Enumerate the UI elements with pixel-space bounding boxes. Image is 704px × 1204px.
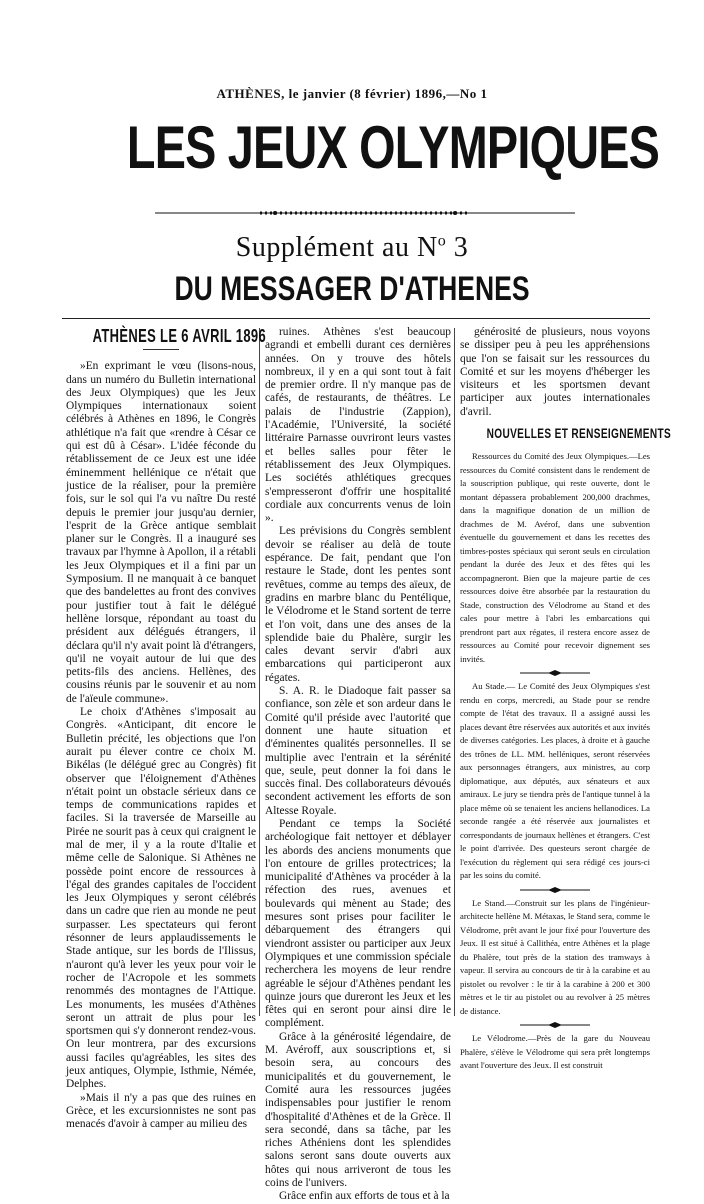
column-1 <box>66 326 267 1131</box>
paragraph: Grâce enfin aux efforts de tous et à la <box>279 1190 450 1203</box>
article-heading: ATHÈNES LE 6 AVRIL 1896 <box>92 326 267 346</box>
paragraph: Le Vélodrome.—Près de la gare du Nouveau Phalère, s'élève le Vélodrome qui sera prêt longtemps avant l'ouverture des Jeux. Il est construit <box>460 1033 650 1071</box>
paragraph: générosité de plusieurs, nous voyons se dissiper peu à peu les appréhensions que l'on se faisait sur les ressources du Comité et sur les moyens d'héberger les visiteurs et les sportsmen devant participer aux joutes internationales d'avril. <box>460 326 650 418</box>
paragraph: Le Stand.—Construit sur les plans de l'ingénieur-architecte hellène M. Métaxas, le Stand sera, comme le Vélodrome, prêt avant le jour fixé pour l'ouverture des Jeux. Il est situé à Callithéa, entre Athènes et la plage du Phalère, tout près de la station des tramways à vapeur. Il servira au concours de tir à la carabine et au pistolet ou revolver : le tir à la carabine à 200 et 300 mètres et le tir au pistolet ou au revolver à 25 mètres de distance. <box>460 897 650 1016</box>
paragraph: Les prévisions du Congrès semblent devoir se réaliser au delà de toute espérance. De fait, pendant que l'on restaure le Stade, dont les pentes sont revêtues, comme au temps des aïeux, de gradins en marbre blanc du Pentélique, le Vélodrome et le Stand sortent de terre et l'on voit, dans une des anses de la splendide baie du Phalère, surgir les cales devant servir d'abri aux embarcations qui participeront aux régates. <box>265 525 451 684</box>
paragraph: Pendant ce temps la Société archéologique fait nettoyer et déblayer les abords des anciens monuments que l'on entoure de grilles protectrices; la municipalité d'Athènes va procéder à la réfection des rues, avenues et boulevards qui mènent au Stade; des mesures sont prises pour faciliter le débarquement des étrangers qui viendront assister ou participer aux Jeux Olympiques et une commission spéciale recherchera les moyens de leur rendre agréable le séjour d'Athènes pendant les quinze jours que dureront les Jeux et les fêtes qui en seront pour ainsi dire le complément. <box>265 817 451 1030</box>
column-separator <box>259 328 260 1016</box>
dateline: ATHÈNES, le janvier (8 février) 1896,—No 1 <box>216 86 488 101</box>
column-separator <box>454 328 455 1016</box>
paragraph: Le choix d'Athènes s'imposait au Congrès. «Anticipant, dit encore le Bulletin précité, les objections que l'on aurait pu élever contre ce choix M. Bikélas (le délégué grec au Congrès) fit observer que l'éloignement d'Athènes n'était point un obstacle sérieux dans ce temps de communications rapides et faciles. Si la traversée de Marseille au Pirée ne sourit pas à ceux qui craignent le mal de mer, il y a la route d'Italie et même celle de Salonique. Si Athènes ne possède point encore de ressources à l'égal des grandes capitales de l'occident les Jeux Olympiques y seront célébrés dans un cadre que rien au monde ne peut surpasser. Les spectateurs qui feront résonner de leurs applaudissements le Stade antique, sur les bords de l'Ilissus, n'auront qu'à lever les yeux pour voir le rocher de l'Acropole et les sommets renommés des montagnes de l'Attique. Les monuments, les musées d'Athènes seront un attrait de plus pour les sportsmen qui s'y donneront rendez-vous. On leur montrera, par des excursions aussi faciles qu'agréables, les sites des jeux antiques, Olympie, Isthmie, Némée, Delphes. <box>66 706 256 1091</box>
paragraph: ruines. Athènes s'est beaucoup agrandi et embelli durant ces dernières années. On y trouve des hôtels nombreux, il y en a qui sont tout à fait de premier ordre. Il n'y manque pas de cafés, de restaurants, de théâtres. Le palais de l'industrie (Zappion), l'Académie, l'Université, la société littéraire Parnasse ouvriront leurs vastes et belles salles pour fêter le rétablissement des Jeux Olympiques. Les sociétés athlétiques grecques s'empresseront d'offrir une hospitalité cordiale aux concurrents venus de loin ». <box>265 326 451 525</box>
paragraph: »Mais il n'y a pas que des ruines en Grèce, et les excursionnistes ne sont pas menacés d'avoir à camper au milieu des <box>66 1091 256 1131</box>
masthead-title: LES JEUX OLYMPIQUES <box>126 114 660 181</box>
supplement-title: Supplément au $N^o$ 3 <box>235 232 469 263</box>
ornament-divider <box>155 208 575 218</box>
paragraph: Grâce à la générosité légendaire, de M. Avéroff, aux souscriptions et, si besoin sera, au concours des municipalités et du gouvernement, le Comité aura les ressources jugées indispensables pour justifier le renom d'hospitalité d'Athènes et de la Grèce. Il sera secondé, dans sa tâche, par les riches Athéniens dont les splendides salons seront sans doute ouverts aux hôtes qui nous arriveront de tous les coins de l'univers. <box>265 1030 451 1189</box>
heading-rule <box>143 349 179 350</box>
subtitle: DU MESSAGER D'ATHENES <box>174 270 530 308</box>
column-3 <box>460 326 672 1071</box>
paragraph: S. A. R. le Diadoque fait passer sa confiance, son zèle et son ardeur dans le Comité qu'il préside avec l'autorité que donnent une haute situation et d'éminentes qualités personnelles. Il se multiplie avec l'entrain et la sérénité que, seule, peut donner la foi dans le succès final. Des collaborateurs dévoués secondent activement les efforts de son Altesse Royale. <box>265 685 451 817</box>
header-rule <box>62 318 650 319</box>
paragraph: Ressources du Comité des Jeux Olympiques.—Les ressources du Comité consistent dans le rendement de la souscription publique, qui reste ouverte, dont le montant dépassera probablement 200,000 drachmes, dans la magnifique donation de un million de drachmes de M. Avérof, dans une subvention éventuelle du gouvernement et dans les recettes des timbres-postes spéciaux qui seront seuls en circulation pendant la durée des Jeux et des fêtes qui les accompagneront. Bien que la majeure partie de ces ressources doive être absorbée par la restauration du Stade, construction des Vélodrome au Stand et des cales pour mettre à l'abri les embarcations qui prendront part aux régates, il restera encore assez de ressources au Comité pour recevoir dignement ses invités. <box>460 451 650 664</box>
paragraph: Au Stade.— Le Comité des Jeux Olympiques s'est rendu en corps, mercredi, au Stade pour se rendre compte de l'état des travaux. Il a assigné aussi les places devant être réservées aux autorités et aux invités de diverses catégories. Les places, à droite et à gauche des trônes de LL. MM. helléniques, seront réservées aux personnages étrangers, aux ministres, au corp diplomatique, aux députés, aux sénateurs et aux amiraux. Le jury se tiendra près de l'antique tunnel à la place même où se tenaient les anciens hellanodices. La seconde rangée a été réservée aux journalistes et correspondants de journaux hellènes et étrangers. C'est le point d'arrivée. Des questeurs seront chargée de l'exécution du règlement qui sera rédigé ces jours-ci par les soins du comité. <box>460 681 650 881</box>
ornament-divider <box>520 669 590 677</box>
column-2 <box>265 326 451 1203</box>
ornament-divider <box>520 1021 590 1029</box>
paragraph: »En exprimant le vœu (lisons-nous, dans un numéro du Bulletin international des Jeux Olympiques) que les Jeux Olympiques internationaux soient célébrés à Athènes en 1896, le Congrès athlétique n'a fait que «rendre à César ce qui est dû à César». L'idée féconde du rétablissement de ce Jeux est une idée éminemment hellénique ce n'était que justice de la réaliser, pour la première fois, sur le sol qui l'a vu naître Du resté depuis le premier jour jusqu'au dernier, l'esprit de la Grèce antique semblait planer sur le Congrès. Il a inauguré ses travaux par l'hymne à Apollon, il a rétabli les Jeux Olympiques et il a fini par un Symposium. Il ne manquait à ce banquet que des bandelettes au front des convives pour justifier tout à fait le délégué hellène lorsque, répondant au toast du président aux délégués étrangers, il déclara qu'il n'y avait point là d'étrangers, qu'il ne voyait autour de lui que des petits-fils des anciens. Hellènes, des cousins réunis par le souvenir et au nom de l'aïeule commune». <box>66 360 256 705</box>
news-heading: NOUVELLES ET RENSEIGNEMENTS <box>486 425 672 442</box>
ornament-divider <box>520 886 590 894</box>
news-body <box>460 450 650 1073</box>
